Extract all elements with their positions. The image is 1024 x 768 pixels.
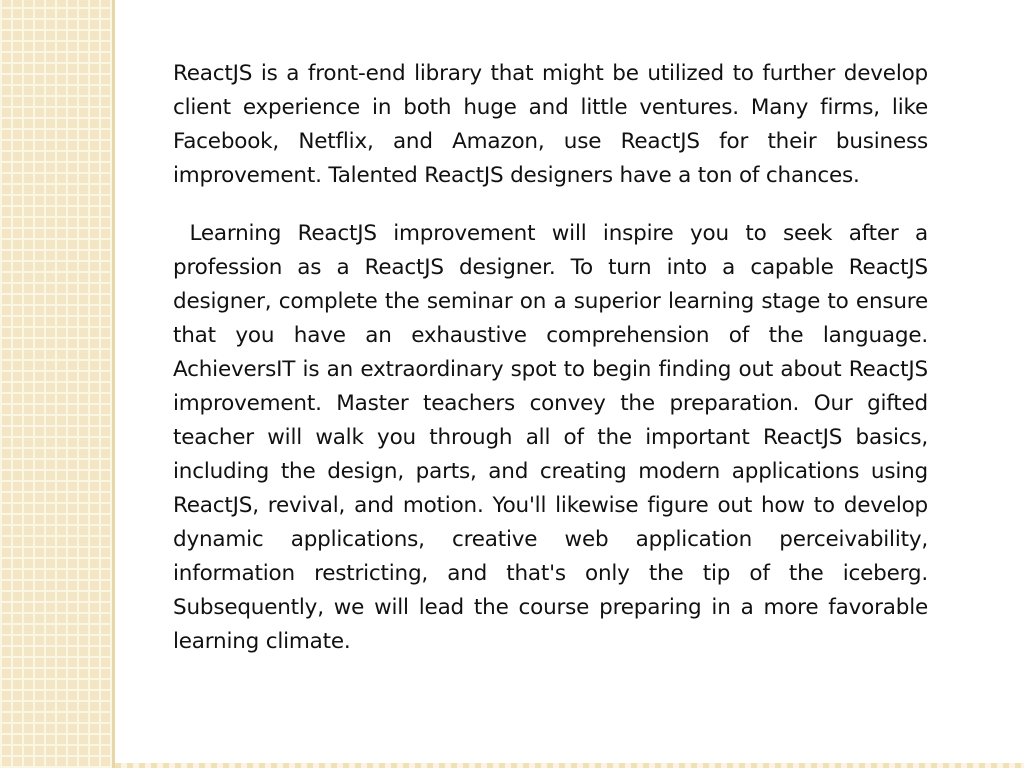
paragraph-learning: Learning ReactJS improvement will inspire you to seek after a profession as a ReactJS designer. To turn into a capable ReactJS designer, complete the seminar on a superior learning stage to ensure that you have an exhaustive comprehension of the language. AchieversIT is an extraordinary spot to begin finding out about ReactJS improvement. Master teachers convey the preparation. Our gifted teacher will walk you through all of the important ReactJS basics, including the design, parts, and creating modern applications using ReactJS, revival, and motion. You'll likewise figure out how to develop dynamic applications, creative web application perceivability, information restricting, and that's only the tip of the iceberg. Subsequently, we will lead the course preparing in a more favorable learning climate.: [173, 221, 928, 654]
slide-body: [173, 57, 928, 659]
decorative-side-pattern: [0, 0, 112, 768]
decorative-bottom-band: [115, 763, 1024, 768]
decorative-side-edge: [112, 0, 115, 768]
paragraph-intro: ReactJS is a front-end library that might be utilized to further develop client experience in both huge and little ventures. Many firms, like Facebook, Netflix, and Amazon, use ReactJS for their business improvement. Talented ReactJS designers have a ton of chances.: [173, 61, 928, 188]
